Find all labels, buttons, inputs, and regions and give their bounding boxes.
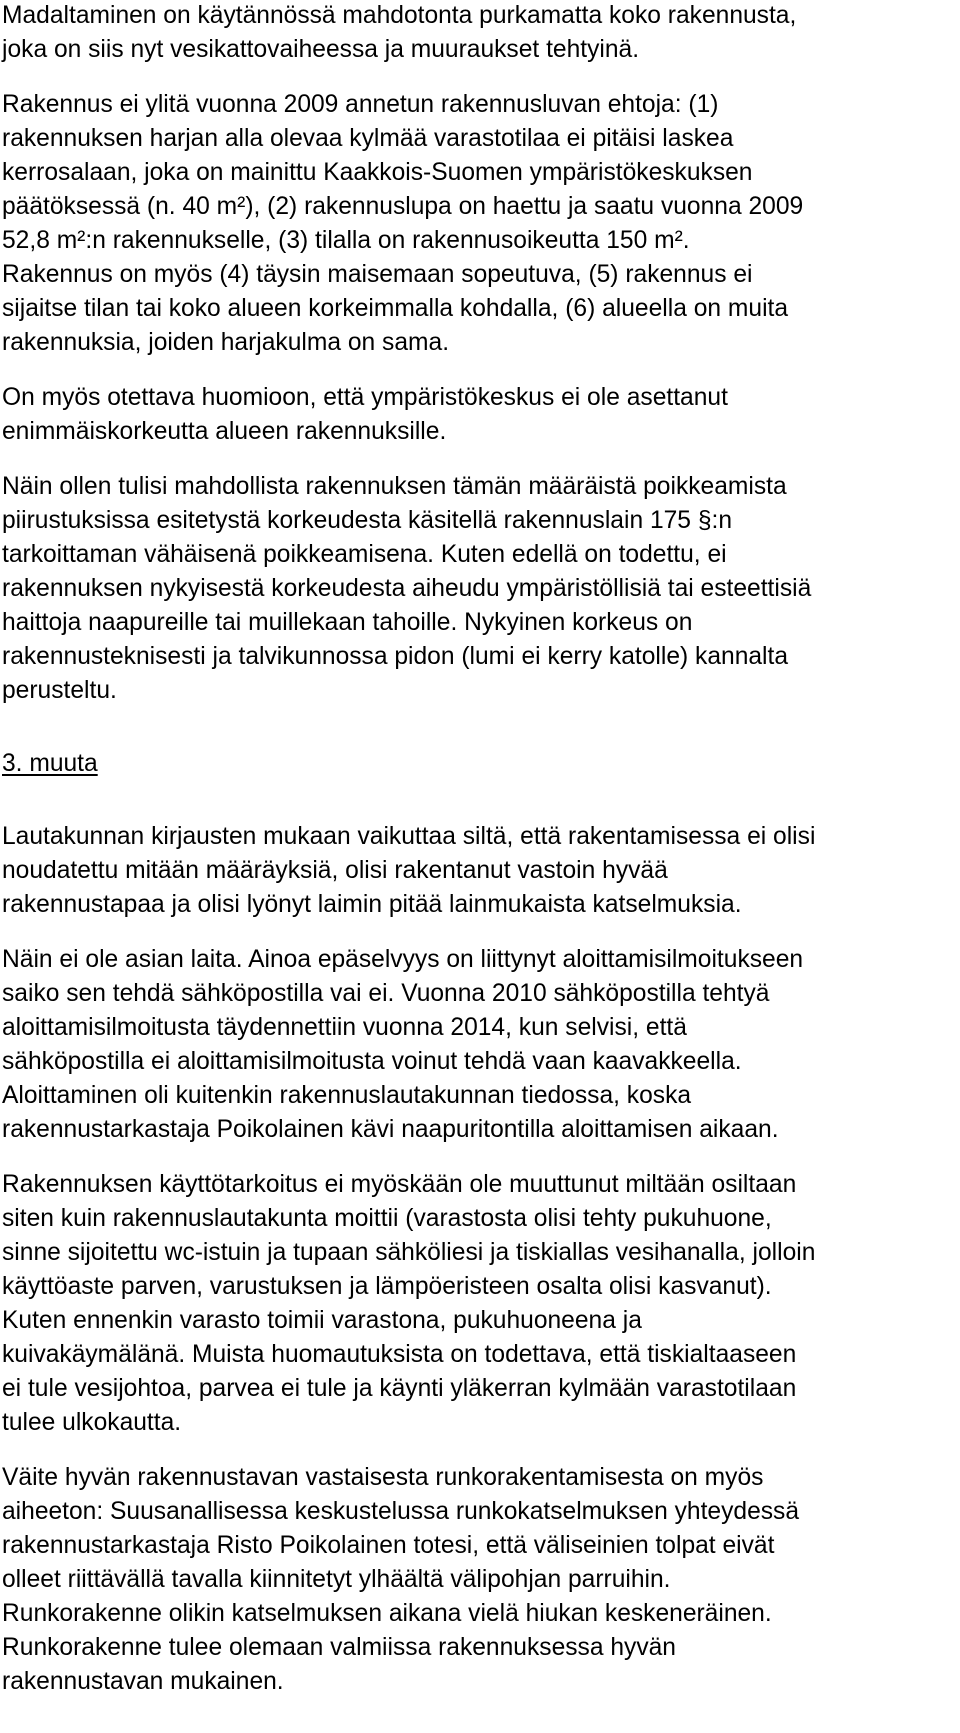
text-line: Kuten ennenkin varasto toimii varastona, pukuhuoneena ja: [2, 1307, 642, 1334]
text-line: käyttöaste parven, varustuksen ja lämpöeristeen osalta olisi kasvanut).: [2, 1273, 772, 1300]
text-line: Väite hyvän rakennustavan vastaisesta runkorakentamisesta on myös: [2, 1464, 764, 1491]
text-line: Rakennus on myös (4) täysin maisemaan sopeutuva, (5) rakennus ei: [2, 261, 753, 288]
text-line: Näin ei ole asian laita. Ainoa epäselvyys on liittynyt aloittamisilmoitukseen: [2, 946, 804, 973]
text-line: perusteltu.: [2, 677, 117, 704]
text-line: rakennustapaa ja olisi lyönyt laimin pitää lainmukaista katselmuksia.: [2, 891, 742, 918]
text-line: rakennustavan mukainen.: [2, 1668, 284, 1695]
text-line: Runkorakenne olikin katselmuksen aikana vielä hiukan keskeneräinen.: [2, 1600, 772, 1627]
text-line: On myös otettava huomioon, että ympäristökeskus ei ole asettanut: [2, 384, 728, 411]
text-line: olleet riittävällä tavalla kiinnitetyt ylhäältä välipohjan parruihin.: [2, 1566, 671, 1593]
text-line: haittoja naapureille tai muillekaan tahoille. Nykyinen korkeus on: [2, 609, 693, 636]
text-line: saiko sen tehdä sähköpostilla vai ei. Vuonna 2010 sähköpostilla tehtyä: [2, 980, 770, 1007]
text-line: siten kuin rakennuslautakunta moittii (varastosta olisi tehty pukuhuone,: [2, 1205, 772, 1232]
text-line: Runkorakenne tulee olemaan valmiissa rakennuksessa hyvän: [2, 1634, 676, 1661]
text-line: kerrosalaan, joka on mainittu Kaakkois-Suomen ympäristökeskuksen: [2, 159, 753, 186]
text-line: Rakennuksen käyttötarkoitus ei myöskään ole muuttunut miltään osiltaan: [2, 1171, 797, 1198]
text-line: päätöksessä (n. 40 m²), (2) rakennuslupa on haettu ja saatu vuonna 2009: [2, 193, 804, 220]
text-line: tarkoittaman vähäisenä poikkeamisena. Kuten edellä on todettu, ei: [2, 541, 727, 568]
text-line: sähköpostilla ei aloittamisilmoitusta voinut tehdä vaan kaavakkeella.: [2, 1048, 742, 1075]
text-line: joka on siis nyt vesikattovaiheessa ja muuraukset tehtyinä.: [2, 36, 640, 63]
text-line: rakennustarkastaja Risto Poikolainen totesi, että väliseinien tolpat eivät: [2, 1532, 775, 1559]
text-line: kuivakäymälänä. Muista huomautuksista on todettava, että tiskialtaaseen: [2, 1341, 797, 1368]
text-line: rakennuksia, joiden harjakulma on sama.: [2, 329, 450, 356]
text-line: Näin ollen tulisi mahdollista rakennuksen tämän määräistä poikkeamista: [2, 473, 787, 500]
text-line: enimmäiskorkeutta alueen rakennuksille.: [2, 418, 447, 445]
section-heading: 3. muuta: [2, 750, 98, 777]
text-line: Rakennus ei ylitä vuonna 2009 annetun rakennusluvan ehtoja: (1): [2, 91, 719, 118]
text-line: piirustuksissa esitetystä korkeudesta käsitellä rakennuslain 175 §:n: [2, 507, 733, 534]
text-line: 52,8 m²:n rakennukselle, (3) tilalla on rakennusoikeutta 150 m².: [2, 227, 690, 254]
text-line: aloittamisilmoitusta täydennettiin vuonna 2014, kun selvisi, että: [2, 1014, 687, 1041]
text-line: sinne sijoitettu wc-istuin ja tupaan sähköliesi ja tiskiallas vesihanalla, jolloin: [2, 1239, 816, 1266]
text-line: noudatettu mitään määräyksiä, olisi rakentanut vastoin hyvää: [2, 857, 668, 884]
text-line: rakennusteknisesti ja talvikunnossa pidon (lumi ei kerry katolle) kannalta: [2, 643, 789, 670]
text-line: tulee ulkokautta.: [2, 1409, 182, 1436]
text-line: rakennustarkastaja Poikolainen kävi naapuritontilla aloittamisen aikaan.: [2, 1116, 779, 1143]
text-line: aiheeton: Suusanallisessa keskustelussa runkokatselmuksen yhteydessä: [2, 1498, 800, 1525]
text-line: rakennuksen nykyisestä korkeudesta aiheudu ympäristöllisiä tai esteettisiä: [2, 575, 812, 602]
text-line: ei tule vesijohtoa, parvea ei tule ja käynti yläkerran kylmään varastotilaan: [2, 1375, 797, 1402]
text-line: sijaitse tilan tai koko alueen korkeimmalla kohdalla, (6) alueella on muita: [2, 295, 789, 322]
text-line: Lautakunnan kirjausten mukaan vaikuttaa siltä, että rakentamisessa ei olisi: [2, 823, 816, 850]
text-line: rakennuksen harjan alla olevaa kylmää varastotilaa ei pitäisi laskea: [2, 125, 734, 152]
text-line: Madaltaminen on käytännössä mahdotonta purkamatta koko rakennusta,: [2, 2, 797, 29]
text-line: Aloittaminen oli kuitenkin rakennuslautakunnan tiedossa, koska: [2, 1082, 692, 1109]
